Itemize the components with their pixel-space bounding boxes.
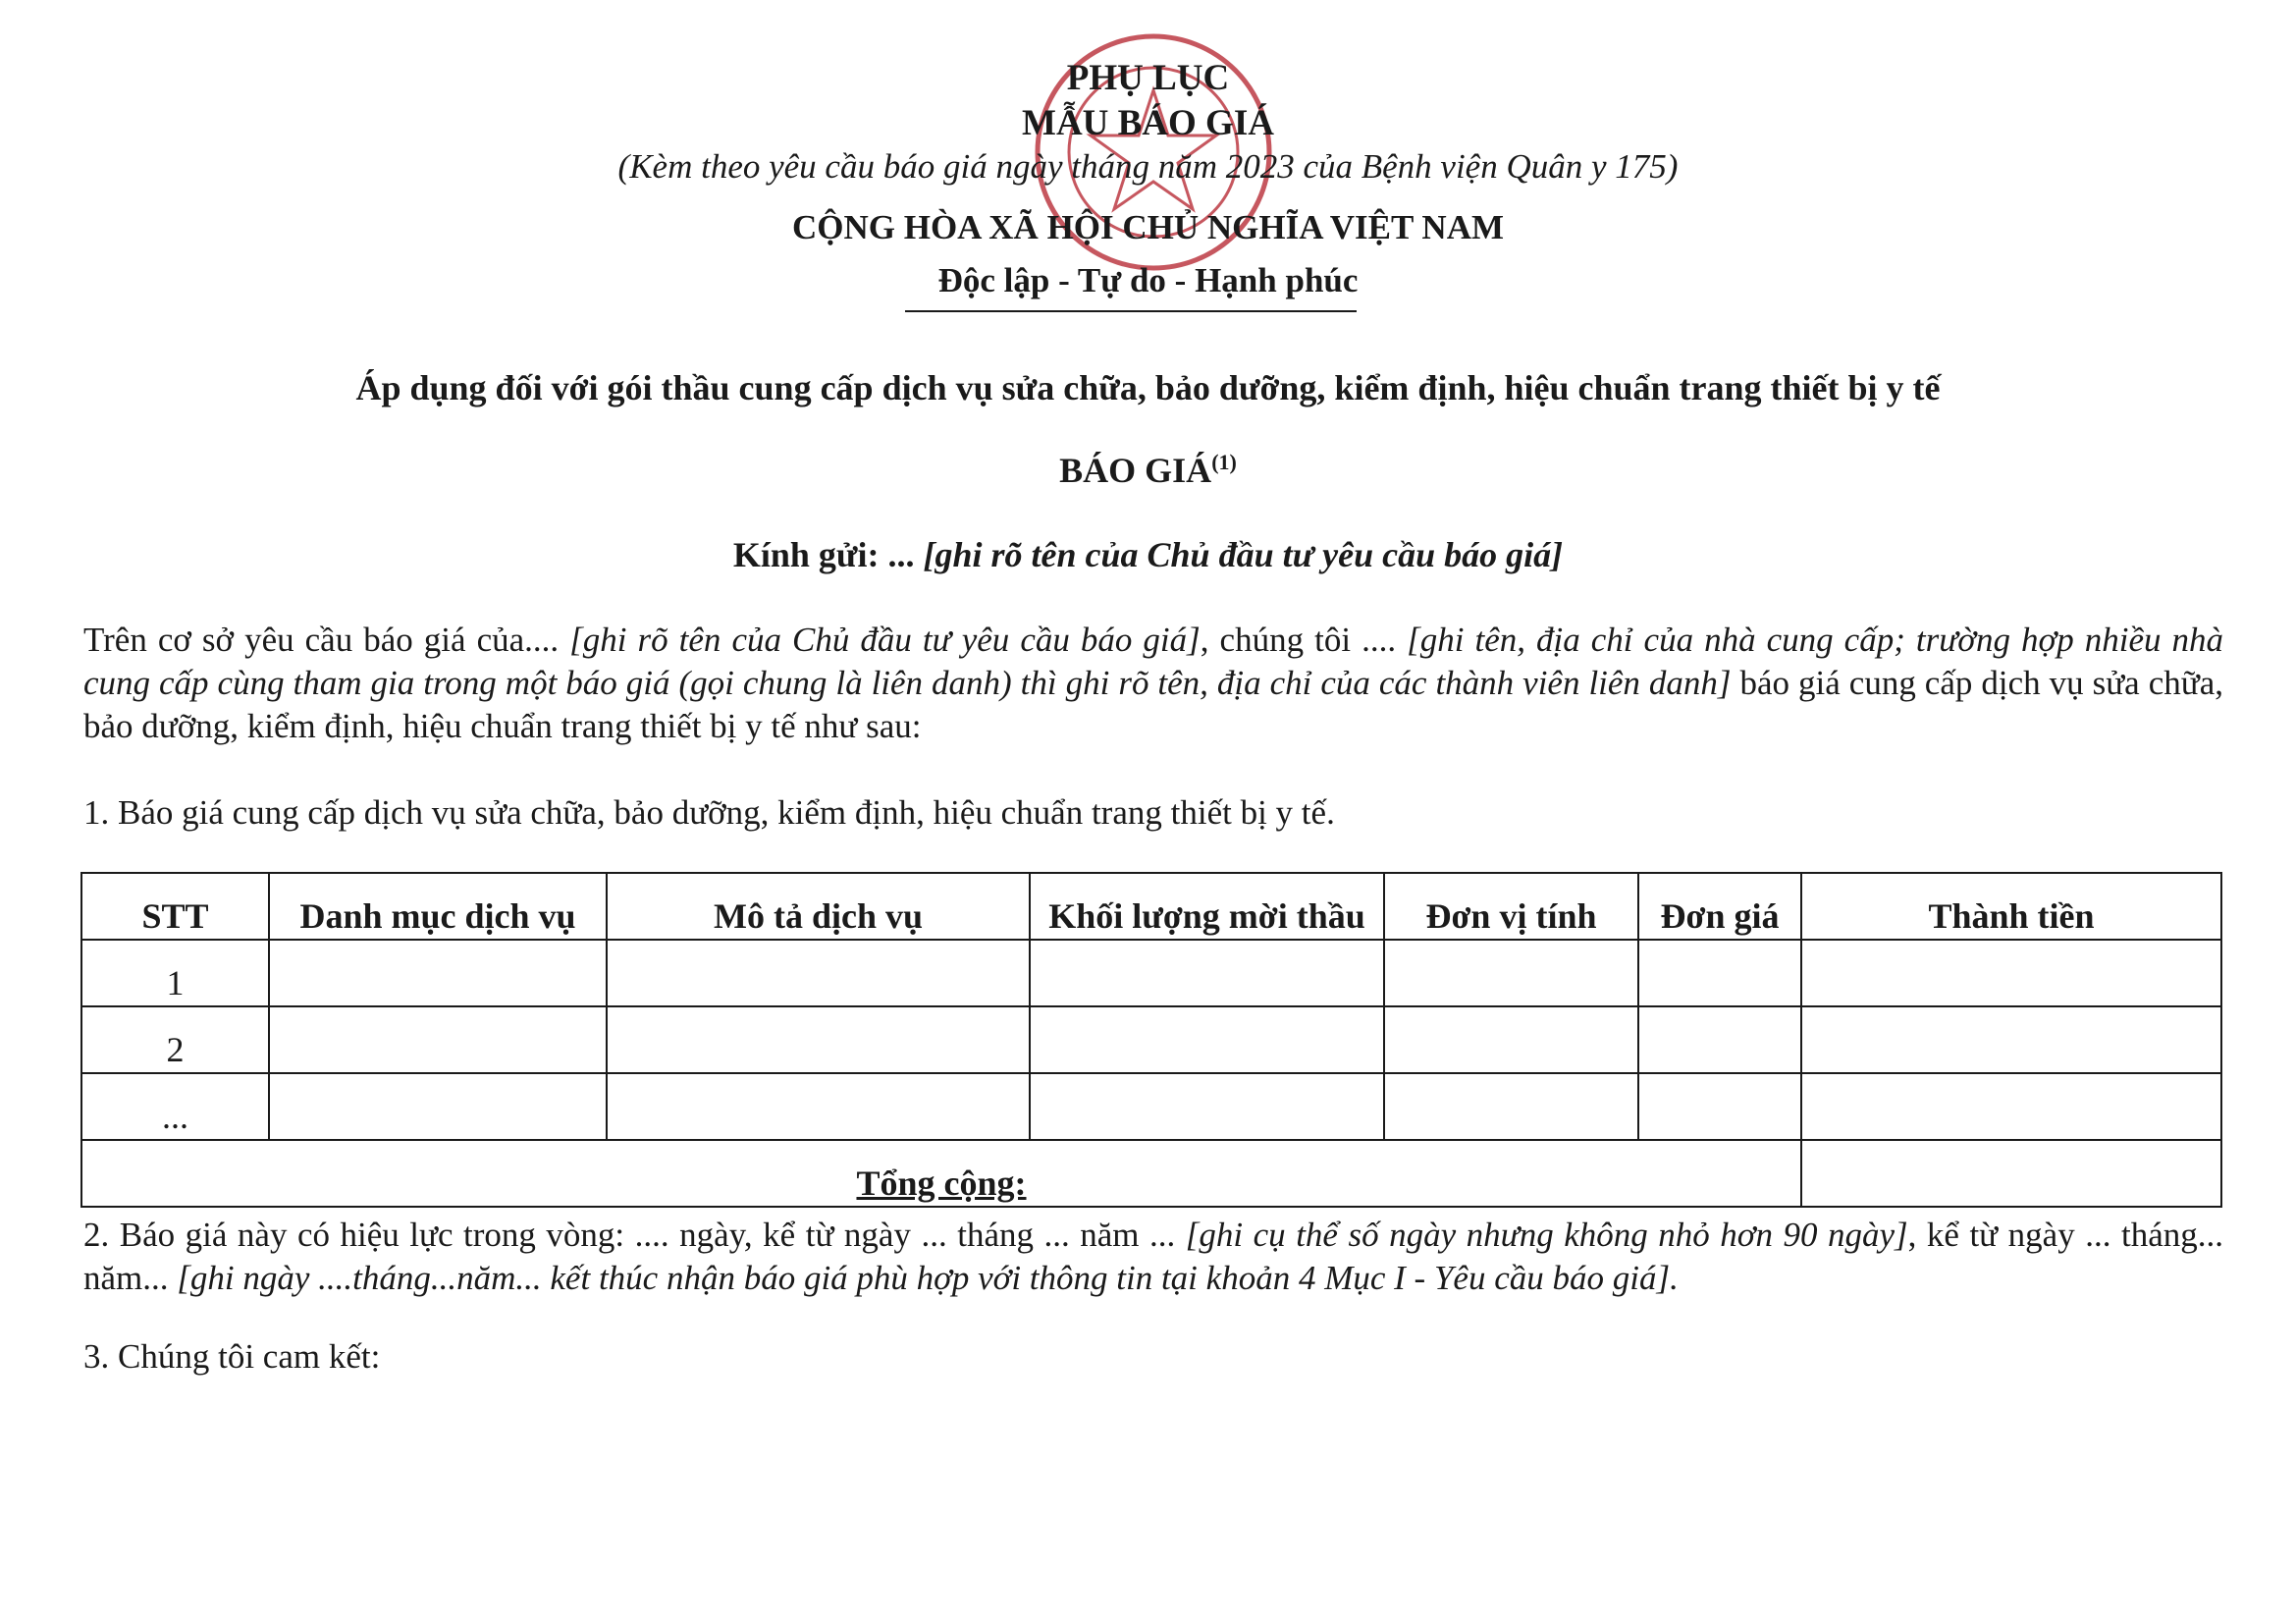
table-cell	[1801, 940, 2221, 1006]
table-row	[81, 940, 2221, 1006]
header-service-list: Danh mục dịch vụ	[269, 873, 607, 940]
intro-placeholder-2: [ghi tên, địa chỉ của nhà cung cấp; trường hợp nhiều nhà cung cấp cùng tham gia trong một báo giá (gọi chung là liên danh) thì ghi rõ tên, địa chỉ của các thành viên liên danh]	[83, 621, 2223, 702]
section-2-paragraph	[83, 1214, 2223, 1300]
table-total-row	[81, 1140, 2221, 1207]
section-3-heading: 3. Chúng tôi cam kết:	[83, 1337, 381, 1376]
table-cell	[1030, 1006, 1384, 1073]
header-unit-price: Đơn giá	[1638, 873, 1801, 940]
form-title: MẪU BÁO GIÁ	[1022, 103, 1274, 143]
quote-heading	[0, 450, 2296, 491]
national-motto: Độc lập - Tự do - Hạnh phúc	[937, 261, 1359, 299]
table-row	[81, 1006, 2221, 1073]
section-2-placeholder-1: [ghi cụ thể số ngày nhưng không nhỏ hơn 90 ngày]	[1175, 1216, 1908, 1254]
intro-paragraph	[83, 619, 2223, 748]
table-header-row	[81, 873, 2221, 940]
recipient-placeholder: [ghi rõ tên của Chủ đầu tư yêu cầu báo giá]	[914, 535, 1564, 574]
header-quantity: Khối lượng mời thầu	[1030, 873, 1384, 940]
header-total-amount: Thành tiền	[1801, 873, 2221, 940]
table-cell	[1801, 1073, 2221, 1140]
table-cell	[607, 1006, 1030, 1073]
scope-statement: Áp dụng đối với gói thầu cung cấp dịch vụ sửa chữa, bảo dưỡng, kiểm định, hiệu chuẩn trang thiết bị y tế	[355, 368, 1941, 407]
table-cell	[607, 1073, 1030, 1140]
intro-text-3: báo giá cung cấp dịch vụ sửa chữa, bảo dưỡng, kiểm định, hiệu chuẩn trang thiết bị y tế như sau:	[83, 664, 2223, 745]
row-number: 2	[81, 1006, 269, 1073]
intro-text-1: Trên cơ sở yêu cầu báo giá của....	[83, 621, 560, 659]
quote-title: BÁO GIÁ	[1059, 451, 1212, 490]
table-cell	[1638, 940, 1801, 1006]
table-cell	[1801, 1006, 2221, 1073]
country-name: CỘNG HÒA XÃ HỘI CHỦ NGHĨA VIỆT NAM	[791, 208, 1505, 246]
table-cell	[1384, 940, 1638, 1006]
quote-table	[80, 872, 2222, 1208]
appendix-title: PHỤ LỤC	[1066, 58, 1230, 98]
total-label: Tổng cộng:	[856, 1164, 1027, 1203]
recipient-label: Kính gửi: ...	[732, 535, 915, 574]
attachment-note: (Kèm theo yêu cầu báo giá ngày tháng năm 2023 của Bệnh viện Quân y 175)	[617, 147, 1679, 186]
table-cell	[1638, 1073, 1801, 1140]
table-cell	[269, 940, 607, 1006]
section-1-heading: 1. Báo giá cung cấp dịch vụ sửa chữa, bảo dưỡng, kiểm định, hiệu chuẩn trang thiết bị y tế.	[83, 793, 1335, 832]
row-number: ...	[81, 1073, 269, 1140]
total-label-cell	[81, 1140, 1801, 1207]
table-cell	[269, 1073, 607, 1140]
intro-text-2: , chúng tôi ....	[1200, 621, 1397, 659]
table-cell	[1638, 1006, 1801, 1073]
table-cell	[1030, 940, 1384, 1006]
quote-title-footnote: (1)	[1211, 450, 1237, 474]
table-cell	[1030, 1073, 1384, 1140]
table-cell	[1384, 1073, 1638, 1140]
table-cell	[269, 1006, 607, 1073]
row-number: 1	[81, 940, 269, 1006]
section-2-placeholder-2: [ghi ngày ....tháng...năm... kết thúc nhận báo giá phù hợp với thông tin tại khoản 4 Mục I - Yêu cầu báo giá].	[168, 1259, 1679, 1297]
intro-placeholder-1: [ghi rõ tên của Chủ đầu tư yêu cầu báo giá]	[559, 621, 1201, 659]
recipient-line	[0, 534, 2296, 575]
table-cell	[607, 940, 1030, 1006]
header-unit: Đơn vị tính	[1384, 873, 1638, 940]
table-row	[81, 1073, 2221, 1140]
section-2-text-1: 2. Báo giá này có hiệu lực trong vòng: .... ngày, kể từ ngày ... tháng ... năm ...	[83, 1216, 1176, 1254]
table-cell	[1384, 1006, 1638, 1073]
motto-underline	[905, 310, 1357, 312]
total-value-cell	[1801, 1140, 2221, 1207]
header-service-description: Mô tả dịch vụ	[607, 873, 1030, 940]
section-2-text-2: , kể từ ngày ... tháng... năm...	[83, 1216, 2223, 1297]
header-stt: STT	[81, 873, 269, 940]
